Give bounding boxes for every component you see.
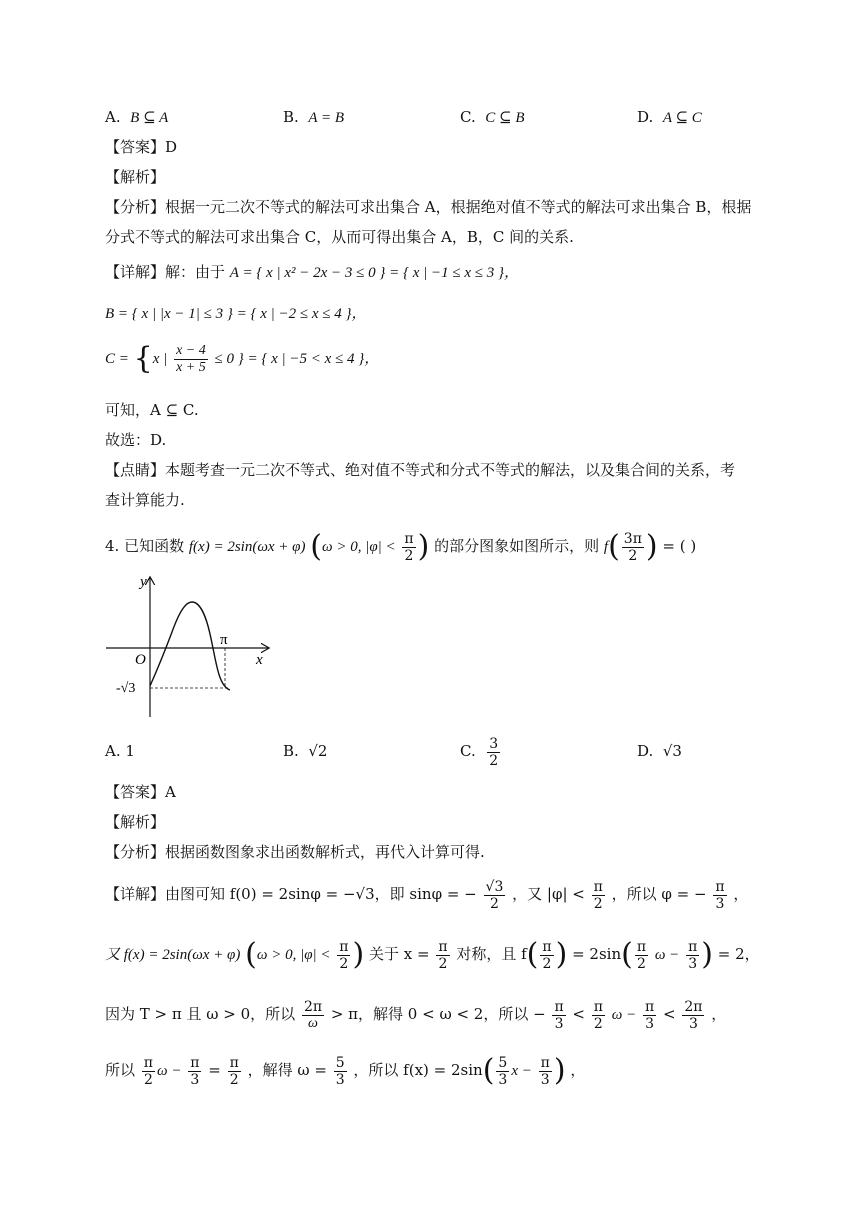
pi-label: π — [220, 632, 228, 648]
q4-option-a: A. 1 — [105, 742, 135, 760]
q3-choose: 故选：D. — [105, 431, 167, 449]
x-axis-label: x — [256, 652, 263, 668]
q3-know: 可知，A ⊆ C. — [105, 401, 199, 419]
q4-detail-line3: 因为 T > π 且 ω > 0，所以 $\frac{2\pi}{\omega}$ > π，解得 0 < ω < 2，所以 − $\frac{\pi}{3}$ < $\frac{\pi}{2}$ ω − $\frac{\pi}{3}$ < $\frac{2\pi}{3}$ ， — [105, 998, 727, 1032]
q3-set-b: B = { x | |x − 1| ≤ 3 } = { x | −2 ≤ x ≤ 4 }， — [105, 306, 367, 322]
q3-dianjing-line1: 【点睛】本题考查一元二次不等式、绝对值不等式和分式不等式的解法，以及集合间的关系，考 — [105, 461, 736, 479]
q3-option-a: A. B ⊆ A — [105, 108, 169, 126]
q3-option-c: C. C ⊆ B — [460, 108, 525, 126]
q4-option-d: D. √3 — [637, 742, 682, 760]
q3-set-c: C = {x | $\frac{x - 4}{x + 5}$ ≤ 0 } = { x | −5 < x ≤ 4 }， — [105, 341, 380, 376]
q3-set-c-fraction: $\frac{x - 4}{x + 5}$ — [176, 342, 206, 375]
q4-sine-graph — [100, 572, 275, 722]
q4-detail-line2: 又 f(x) = 2sin(ωx + φ) (ω > 0, |φ| < $\frac{\pi}{2}$ ) 关于 x = $\frac{\pi}{2}$ 对称，且 f( $\frac{\pi}{2}$ ) = 2sin( $\frac{\pi}{2}$ ω − $\frac{\pi}{3}$ ) = 2， — [105, 937, 760, 972]
q3-option-d: D. A ⊆ C — [637, 108, 702, 126]
q4-stem: 4. 已知函数 f(x) = 2sin(ωx + φ) (ω > 0, |φ| < $\frac{\pi}{2}$ ) 的部分图象如图所示，则 f( $\frac{3\pi}{2}$ ) = ( ) — [105, 529, 697, 564]
q4-answer: 【答案】A — [105, 783, 176, 801]
q3-fenxi-line2: 分式不等式的解法可求出集合 C，从而可得出集合 A，B，C 间的关系. — [105, 228, 574, 246]
q4-option-c: C. $\frac{3}{2}$ — [460, 735, 499, 769]
q4-detail-line1: 【详解】由图可知 f(0) = 2sinφ = −√3，即 sinφ = − $\frac{√3}{2}$ ，又 |φ| < $\frac{\pi}{2}$ ，所以 φ = − $\frac{\pi}{3}$ ， — [105, 878, 749, 912]
origin-label: O — [135, 652, 146, 668]
neg-sqrt3-label: -√3 — [116, 681, 136, 696]
q3-option-b: B. A = B — [283, 108, 345, 126]
q4-option-b: B. √2 — [283, 742, 328, 760]
q3-fenxi-line1: 【分析】根据一元二次不等式的解法可求出集合 A，根据绝对值不等式的解法可求出集合 B，根据 — [105, 198, 752, 216]
sine-curve — [150, 602, 230, 690]
q3-answer: 【答案】D — [105, 138, 178, 156]
q4-fenxi: 【分析】根据函数图象求出函数解析式，再代入计算可得. — [105, 843, 485, 861]
q3-detail-set-a: 【详解】解：由于 A = { x | x² − 2x − 3 ≤ 0 } = { x | −1 ≤ x ≤ 3 }， — [105, 263, 520, 281]
q4-detail-line4: 所以 $\frac{\pi}{2}$ ω − $\frac{\pi}{3}$ = $\frac{\pi}{2}$ ，解得 ω = $\frac{5}{3}$ ，所以 f(x) = 2sin( $\frac{5}{3}$ x − $\frac{\pi}{3}$ ) ， — [105, 1053, 586, 1088]
y-axis-label: y — [140, 574, 147, 590]
q3-dianjing-line2: 查计算能力. — [105, 491, 185, 509]
q4-analysis-heading: 【解析】 — [105, 813, 166, 831]
q3-analysis-heading: 【解析】 — [105, 168, 166, 186]
